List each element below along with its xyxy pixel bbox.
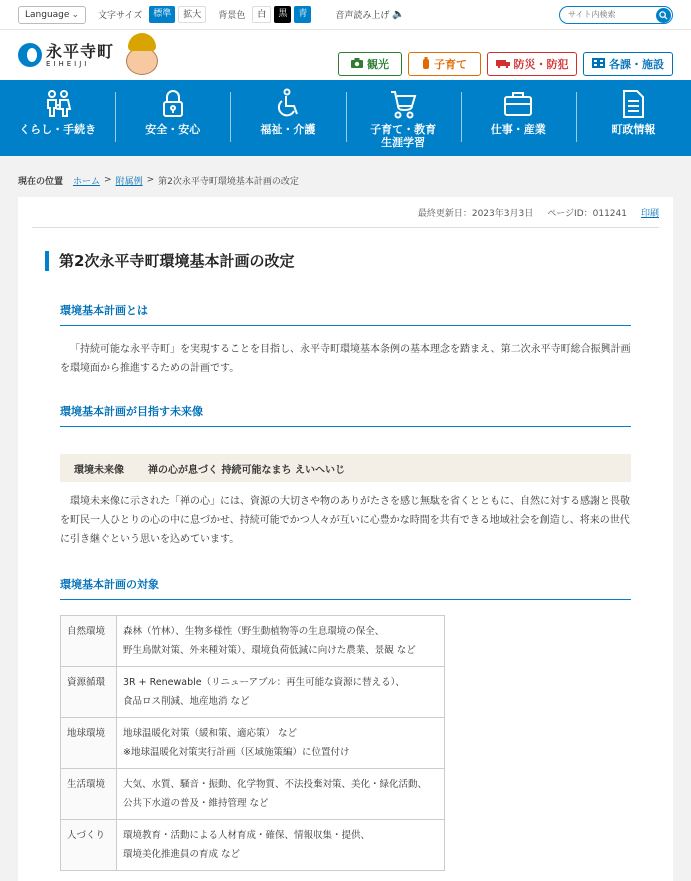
last-updated: 最終更新日：2023年3月3日 <box>417 208 534 219</box>
breadcrumb-home-link[interactable]: ホーム <box>73 176 101 187</box>
bg-white-button[interactable]: 白 <box>252 6 271 23</box>
quick-link-label: 各課・施設 <box>609 58 664 71</box>
speaker-icon: 🔈 <box>392 9 405 20</box>
camera-icon <box>351 58 363 71</box>
bg-color-label: 背景色 <box>218 11 246 21</box>
nav-label: くらし・手続き <box>19 123 97 136</box>
bg-color-switcher <box>218 6 311 23</box>
fire-truck-icon <box>496 58 510 71</box>
nav-label: 子育て・教育 生涯学習 <box>370 123 437 149</box>
target-line: 大気、水質、騒音・振動、化学物質、不法投棄対策、美化・緑化活動、 <box>123 779 428 790</box>
target-description <box>117 769 445 820</box>
section-heading-targets: 環境基本計画の対象 <box>60 576 631 600</box>
target-description <box>117 718 445 769</box>
font-size-large-button[interactable]: 拡大 <box>178 6 206 23</box>
utility-bar <box>0 0 691 30</box>
nav-living[interactable] <box>0 80 115 156</box>
bg-black-button[interactable]: 黒 <box>274 6 291 23</box>
breadcrumb-current: 第2次永平寺町環境基本計画の改定 <box>158 176 299 187</box>
future-vision-box <box>60 454 631 482</box>
language-label: Language <box>25 9 70 20</box>
target-line: 環境美化推進員の育成 など <box>123 849 241 860</box>
document-icon <box>617 88 649 120</box>
quick-link-label: 防災・防犯 <box>513 58 569 71</box>
future-vision-label: 環境未来像 <box>74 464 124 476</box>
chevron-down-icon: ⌄ <box>71 9 79 20</box>
breadcrumb-separator: > <box>146 175 155 185</box>
quick-link-tourism[interactable] <box>338 52 402 76</box>
nav-label: 安全・安心 <box>145 123 201 136</box>
target-line: 環境教育・活動による人材育成・確保、情報収集・提供、 <box>123 830 371 841</box>
nav-welfare[interactable] <box>230 80 345 156</box>
section-heading-future: 環境基本計画が目指す未来像 <box>60 403 631 427</box>
read-aloud-button[interactable] <box>335 8 404 21</box>
target-line: 森林（竹林）、生物多様性（野生動植物等の生息環境の保全、 <box>123 626 385 637</box>
table-row <box>61 820 445 871</box>
bg-blue-button[interactable]: 青 <box>294 6 311 23</box>
main-nav <box>0 80 691 156</box>
page-title: 第2次永平寺町環境基本計画の改定 <box>45 251 673 271</box>
target-description <box>117 616 445 667</box>
wheelchair-icon <box>272 88 304 120</box>
site-logo[interactable] <box>18 43 114 68</box>
nav-childcare-education[interactable] <box>346 80 461 156</box>
target-line: 3R + Renewable（リニューアブル：再生可能な資源に替える）、 <box>123 677 405 688</box>
content-panel <box>18 197 673 881</box>
lock-icon <box>157 88 189 120</box>
town-emblem-icon <box>18 43 42 67</box>
target-area: 人づくり <box>61 820 117 871</box>
target-description <box>117 820 445 871</box>
section-body-future: 環境未来像に示された「禅の心」には、資源の大切さや物のありがたさを感じ無駄を省くとともに、自然に対する感謝と畏敬を町民一人ひとりの心の中に息づかせ、持続可能でかつ人々が互いに心豊かな時間を共有できる地域社会を創造し、将来の世代に引き継ぐという思いを込めています。 <box>60 496 630 545</box>
nav-label: 福祉・介護 <box>260 123 316 136</box>
section-heading-about: 環境基本計画とは <box>60 302 631 326</box>
quick-link-label: 子育て <box>434 58 467 71</box>
table-row <box>61 667 445 718</box>
target-area: 自然環境 <box>61 616 117 667</box>
target-line: 地球温暖化対策（緩和策、適応策） など <box>123 728 298 739</box>
logo-romaji: EIHEIJI <box>46 59 90 68</box>
mascot-image <box>122 33 162 77</box>
quick-link-childcare[interactable] <box>408 52 481 76</box>
bottle-icon <box>422 57 430 72</box>
target-area: 生活環境 <box>61 769 117 820</box>
header <box>0 30 691 80</box>
stroller-icon <box>387 88 419 120</box>
site-search <box>559 6 673 24</box>
nav-work-industry[interactable] <box>461 80 576 156</box>
table-row <box>61 718 445 769</box>
family-icon <box>42 88 74 120</box>
table-row <box>61 616 445 667</box>
briefcase-icon <box>502 88 534 120</box>
divider <box>32 227 659 228</box>
target-description <box>117 667 445 718</box>
search-icon[interactable] <box>656 8 671 23</box>
nav-label: 町政情報 <box>611 123 656 136</box>
search-input[interactable] <box>568 10 648 19</box>
font-size-label: 文字サイズ <box>98 11 143 21</box>
nav-safety[interactable] <box>115 80 230 156</box>
print-link[interactable]: 印刷 <box>640 208 659 219</box>
quick-link-label: 観光 <box>367 58 389 71</box>
read-aloud-label: 音声読み上げ <box>335 11 390 21</box>
target-area: 資源循環 <box>61 667 117 718</box>
target-line: ※地球温暖化対策実行計画（区域施策編）に位置付け <box>123 747 350 758</box>
font-size-standard-button[interactable]: 標準 <box>149 6 175 23</box>
target-line: 食品ロス削減、地産地消 など <box>123 696 250 707</box>
quick-link-departments[interactable] <box>583 52 673 76</box>
quick-links <box>338 52 673 76</box>
table-row <box>61 769 445 820</box>
target-line: 野生鳥獣対策、外来種対策）、環境負荷低減に向けた農業、景観 など <box>123 645 416 656</box>
font-size-switcher <box>98 6 206 23</box>
target-area: 地球環境 <box>61 718 117 769</box>
breadcrumb-parent-link[interactable]: 附属例 <box>115 176 143 187</box>
logo-text: 永平寺町 <box>46 41 115 61</box>
section-body-about: 「持続可能な永平寺町」を実現することを目指し、永平寺町環境基本条例の基本理念を踏まえ、第二次永平寺町総合振興計画を環境面から推進するための計画です。 <box>60 344 631 374</box>
breadcrumb-separator: > <box>104 175 112 185</box>
building-icon <box>592 58 605 71</box>
page-id: ページID：011241 <box>547 208 627 219</box>
target-line: 公共下水道の普及・維持管理 など <box>123 798 269 809</box>
breadcrumb-here-label: 現在の位置 <box>18 176 64 187</box>
targets-table <box>60 615 445 871</box>
future-vision-value: 禅の心が息づく 持続可能なまち えいへいじ <box>148 464 345 476</box>
language-select[interactable] <box>18 6 86 24</box>
quick-link-disaster[interactable] <box>487 52 577 76</box>
page-meta <box>18 197 673 227</box>
nav-town-info[interactable] <box>576 80 691 156</box>
nav-label: 仕事・産業 <box>490 123 546 136</box>
